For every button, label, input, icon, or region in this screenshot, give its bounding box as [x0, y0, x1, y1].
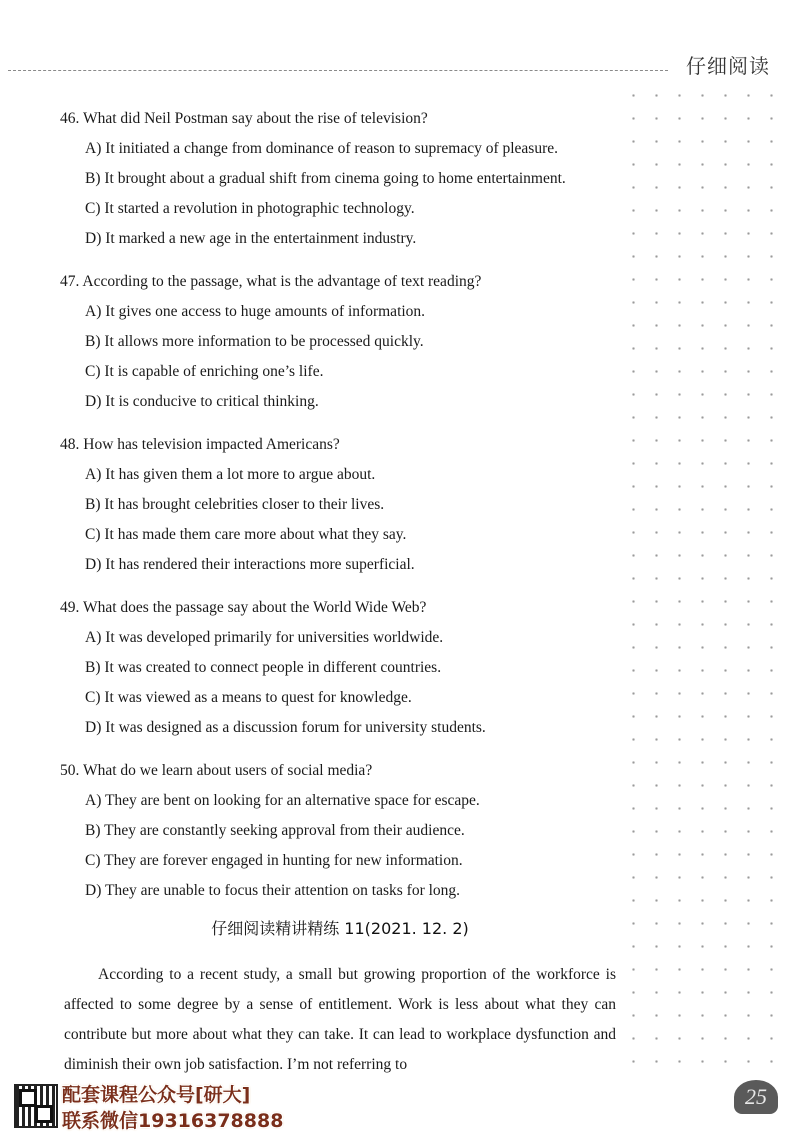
promo-text-line-1: 配套课程公众号[研大] — [62, 1084, 251, 1106]
passage-paragraph: According to a recent study, a small but growing proportion of the workforce is affected to some degree by a sense of entitlement. Work is less about what they can contribute but more about what they can take. It can lead to workplace dysfunction and diminish their own job satisfaction. I’m not referring to — [64, 966, 616, 1073]
option-c: C) It was viewed as a means to quest for knowledge. — [85, 689, 412, 706]
option-b: B) They are constantly seeking approval from their audience. — [85, 822, 465, 839]
option-d: D) They are unable to focus their attention on tasks for long. — [85, 882, 461, 899]
option-c: C) It started a revolution in photographic technology. — [85, 200, 415, 217]
qr-code-icon — [14, 1084, 58, 1128]
question-49 — [60, 593, 620, 743]
option-d: D) It was designed as a discussion forum for university students. — [85, 719, 486, 736]
option-b: B) It was created to connect people in different countries. — [85, 659, 442, 676]
question-50 — [60, 756, 620, 906]
header-divider — [8, 70, 668, 71]
page-number: 25 — [745, 1084, 767, 1109]
question-48 — [60, 430, 620, 580]
question-list — [60, 104, 620, 919]
question-stem: 49. What does the passage say about the World Wide Web? — [60, 599, 427, 616]
option-d: D) It is conducive to critical thinking. — [85, 393, 319, 410]
option-b: B) It brought about a gradual shift from cinema going to home entertainment. — [85, 170, 566, 187]
option-a: A) It was developed primarily for universities worldwide. — [85, 629, 444, 646]
section-heading: 仔细阅读精讲精练 11(2021. 12. 2) — [211, 919, 469, 938]
option-a: A) It has given them a lot more to argue about. — [85, 466, 376, 483]
option-a: A) It initiated a change from dominance of reason to supremacy of pleasure. — [85, 140, 558, 157]
option-b: B) It allows more information to be processed quickly. — [85, 333, 424, 350]
option-a: A) They are bent on looking for an alternative space for escape. — [85, 792, 480, 809]
option-b: B) It has brought celebrities closer to their lives. — [85, 496, 385, 513]
option-d: D) It has rendered their interactions more superficial. — [85, 556, 415, 573]
question-stem: 48. How has television impacted Americans? — [60, 436, 340, 453]
option-a: A) It gives one access to huge amounts of information. — [85, 303, 426, 320]
promo-text-line-2: 联系微信19316378888 — [62, 1110, 284, 1132]
question-stem: 46. What did Neil Postman say about the rise of television? — [60, 110, 428, 127]
question-46 — [60, 104, 620, 254]
question-stem: 50. What do we learn about users of social media? — [60, 762, 373, 779]
running-header-title: 仔细阅读 — [686, 54, 770, 78]
reading-passage — [64, 960, 616, 1080]
option-c: C) They are forever engaged in hunting for new information. — [85, 852, 463, 869]
question-47 — [60, 267, 620, 417]
option-c: C) It has made them care more about what they say. — [85, 526, 407, 543]
option-c: C) It is capable of enriching one’s life. — [85, 363, 324, 380]
question-stem: 47. According to the passage, what is the advantage of text reading? — [60, 273, 482, 290]
option-d: D) It marked a new age in the entertainment industry. — [85, 230, 417, 247]
